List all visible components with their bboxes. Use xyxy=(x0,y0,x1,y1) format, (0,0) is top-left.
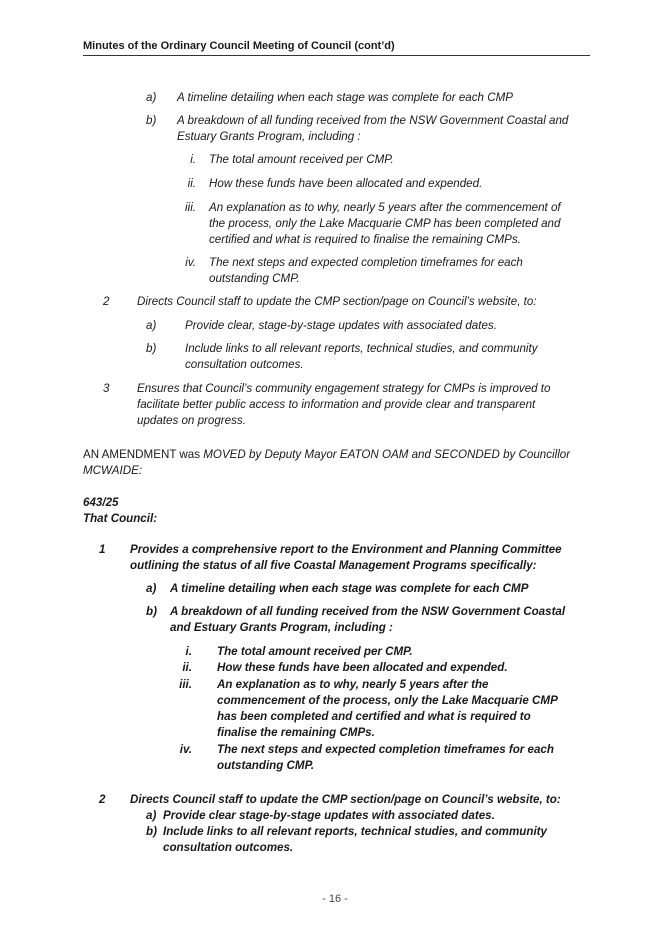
page-number: - 16 - xyxy=(322,893,348,905)
list-marker: 3 xyxy=(103,382,110,395)
list-item-text: certified and what is required to finalise the remaining CMPs. xyxy=(209,233,521,246)
list-item-text: Ensures that Council’s community engagement strategy for CMPs is improved to xyxy=(137,382,551,395)
list-marker: i. xyxy=(190,153,196,166)
list-marker: b) xyxy=(146,825,157,838)
list-item-text: Provide clear stage-by-stage updates with associated dates. xyxy=(163,809,495,822)
list-item-text: consultation outcomes. xyxy=(185,358,304,371)
resolution-number: 643/25 xyxy=(83,496,119,509)
list-marker: a) xyxy=(146,91,157,104)
list-item-text: An explanation as to why, nearly 5 years after the xyxy=(217,678,489,691)
list-item-text: A timeline detailing when each stage was complete for each CMP xyxy=(170,582,529,595)
amendment-mover: MOVED by Deputy Mayor EATON OAM and SECONDED by Councillor xyxy=(203,448,571,461)
page-header: Minutes of the Ordinary Council Meeting of Council (cont’d) xyxy=(83,40,590,56)
list-marker: a) xyxy=(146,319,157,332)
list-item-text: outstanding CMP. xyxy=(217,759,315,772)
list-marker: b) xyxy=(146,342,157,355)
list-marker: ii. xyxy=(187,177,196,190)
resolution-heading: That Council: xyxy=(83,512,158,525)
list-item-text: has been completed and certified and what is required to xyxy=(217,710,531,723)
list-item-text: The total amount received per CMP. xyxy=(209,153,394,166)
list-item-text: The total amount received per CMP. xyxy=(217,645,413,658)
list-item-text: Provides a comprehensive report to the Environment and Planning Committee xyxy=(130,543,562,556)
list-item-text: A breakdown of all funding received from the NSW Government Coastal xyxy=(170,605,566,618)
list-marker: a) xyxy=(146,809,157,822)
list-item-text: outlining the status of all five Coastal Management Programs specifically: xyxy=(130,559,537,572)
list-item-text: Directs Council staff to update the CMP section/page on Council’s website, to: xyxy=(130,793,561,806)
list-marker: b) xyxy=(146,114,157,127)
amendment-seconder: MCWAIDE: xyxy=(83,464,143,477)
list-marker: 2 xyxy=(99,793,106,806)
list-item-text: How these funds have been allocated and expended. xyxy=(217,661,508,674)
list-item-text: Estuary Grants Program, including : xyxy=(177,130,361,143)
list-marker: 1 xyxy=(99,543,106,556)
list-marker: a) xyxy=(146,582,157,595)
list-marker: iii. xyxy=(185,201,196,214)
list-item-text: updates on progress. xyxy=(137,414,246,427)
list-item-text: A timeline detailing when each stage was complete for each CMP xyxy=(177,91,513,104)
amendment-prefix: AN AMENDMENT was xyxy=(83,448,204,461)
list-marker: i. xyxy=(185,645,192,658)
list-marker: ii. xyxy=(182,661,192,674)
list-marker: iii. xyxy=(179,678,192,691)
list-marker: iv. xyxy=(185,256,196,269)
list-item-text: The next steps and expected completion timeframes for each xyxy=(217,743,554,756)
list-item-text: How these funds have been allocated and expended. xyxy=(209,177,483,190)
list-item-text: consultation outcomes. xyxy=(163,841,294,854)
list-item-text: finalise the remaining CMPs. xyxy=(217,726,375,739)
list-marker: 2 xyxy=(103,295,110,308)
list-item-text: and Estuary Grants Program, including : xyxy=(170,621,393,634)
list-item-text: Directs Council staff to update the CMP section/page on Council’s website, to: xyxy=(137,295,537,308)
list-marker: iv. xyxy=(179,743,192,756)
list-item-text: Include links to all relevant reports, technical studies, and community xyxy=(163,825,547,838)
list-item-text: facilitate better public access to information and provide clear and transparent xyxy=(137,398,536,411)
list-marker: b) xyxy=(146,605,157,618)
list-item-text: outstanding CMP. xyxy=(209,272,300,285)
list-item-text: Include links to all relevant reports, technical studies, and community xyxy=(185,342,538,355)
list-item-text: The next steps and expected completion timeframes for each xyxy=(209,256,523,269)
list-item-text: A breakdown of all funding received from the NSW Government Coastal and xyxy=(177,114,569,127)
list-item-text: Provide clear, stage-by-stage updates with associated dates. xyxy=(185,319,497,332)
list-item-text: the process, only the Lake Macquarie CMP has been completed and xyxy=(209,217,561,230)
list-item-text: commencement of the process, only the Lake Macquarie CMP xyxy=(217,694,558,707)
list-item-text: An explanation as to why, nearly 5 years after the commencement of xyxy=(209,201,561,214)
